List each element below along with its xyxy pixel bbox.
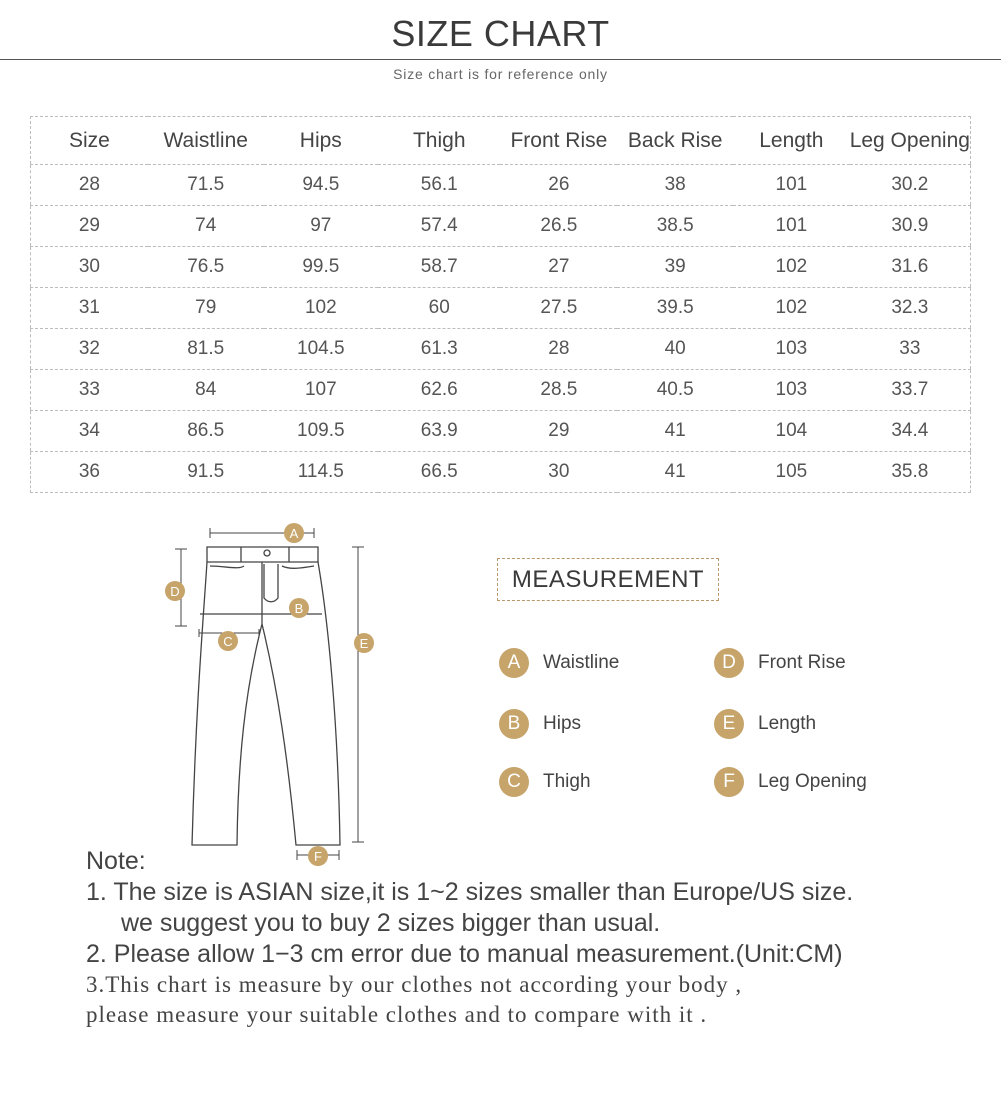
legend-label: Leg Opening [758, 771, 867, 792]
column-header: Thigh [412, 128, 466, 152]
table-cell: 81.5 [187, 338, 225, 359]
notes-section [86, 846, 986, 1030]
table-cell: 84 [195, 379, 217, 400]
letter-f-icon: F [714, 767, 744, 797]
table-cell: 30 [548, 461, 570, 482]
legend-label: Waistline [543, 652, 620, 673]
table-cell: 41 [664, 461, 686, 482]
column-header: Leg Opening [849, 128, 970, 152]
table-cell: 61.3 [420, 338, 458, 359]
table-cell: 33 [78, 379, 100, 400]
table-cell: 60 [428, 297, 450, 318]
table-cell: 35.8 [891, 461, 929, 482]
table-cell: 29 [78, 215, 100, 236]
marker-f-label: F [314, 849, 322, 864]
column-header: Length [759, 128, 824, 152]
marker-b [289, 598, 309, 618]
table-cell: 31.6 [891, 256, 929, 277]
table-cell: 34 [78, 420, 100, 441]
note-3: 3.This chart is measure by our clothes not according your body , [86, 972, 743, 997]
table-cell: 103 [775, 338, 808, 359]
table-cell: 103 [775, 379, 808, 400]
table-cell: 39.5 [656, 297, 694, 318]
table-cell: 62.6 [420, 379, 458, 400]
marker-c [218, 631, 238, 651]
table-cell: 39 [664, 256, 686, 277]
legend-label: Front Rise [758, 652, 846, 673]
measurement-heading: MEASUREMENT [497, 558, 719, 601]
marker-d [165, 581, 185, 601]
column-header: Waistline [163, 128, 248, 152]
table-cell: 36 [78, 461, 100, 482]
table-cell: 107 [304, 379, 337, 400]
table-cell: 86.5 [187, 420, 225, 441]
table-cell: 91.5 [187, 461, 225, 482]
table-cell: 105 [775, 461, 808, 482]
table-cell: 30 [78, 256, 100, 277]
note-3-continued: please measure your suitable clothes and to compare with it . [86, 1002, 708, 1027]
marker-a [284, 523, 304, 543]
pants-outline-icon [192, 547, 340, 845]
column-header: Size [69, 128, 110, 152]
table-cell: 94.5 [302, 174, 340, 195]
table-cell: 109.5 [297, 420, 345, 441]
marker-d-label: D [170, 584, 180, 599]
table-cell: 63.9 [420, 420, 458, 441]
table-cell: 27.5 [540, 297, 578, 318]
table-cell: 28.5 [540, 379, 578, 400]
table-cell: 102 [304, 297, 337, 318]
marker-a-label: A [289, 526, 299, 541]
note-2: 2. Please allow 1−3 cm error due to manual measurement.(Unit:CM) [86, 940, 843, 968]
table-cell: 104.5 [297, 338, 345, 359]
table-cell: 76.5 [187, 256, 225, 277]
table-cell: 32 [78, 338, 100, 359]
table-cell: 101 [775, 174, 808, 195]
legend-label: Thigh [543, 771, 591, 792]
table-cell: 56.1 [420, 174, 458, 195]
table-cell: 114.5 [297, 461, 344, 482]
table-cell: 38.5 [656, 215, 694, 236]
table-cell: 32.3 [891, 297, 929, 318]
legend-label: Hips [543, 713, 582, 734]
letter-c-icon: C [499, 767, 529, 797]
column-header: Front Rise [510, 128, 608, 152]
table-cell: 29 [548, 420, 570, 441]
table-cell: 30.2 [891, 174, 929, 195]
dimension-lines [175, 528, 364, 860]
column-header: Hips [299, 128, 342, 152]
marker-e [354, 633, 374, 653]
table-cell: 57.4 [420, 215, 458, 236]
table-cell: 66.5 [420, 461, 458, 482]
table-cell: 41 [664, 420, 686, 441]
table-cell: 97 [310, 215, 332, 236]
letter-d-icon: D [714, 648, 744, 678]
note-1: 1. The size is ASIAN size,it is 1~2 sizes smaller than Europe/US size. [86, 878, 854, 906]
table-cell: 58.7 [420, 256, 458, 277]
table-cell: 102 [775, 297, 808, 318]
table-cell: 74 [195, 215, 217, 236]
table-cell: 33 [899, 338, 921, 359]
letter-e-icon: E [714, 709, 744, 739]
table-cell: 26.5 [540, 215, 578, 236]
table-cell: 30.9 [891, 215, 929, 236]
table-cell: 38 [664, 174, 686, 195]
table-cell: 101 [775, 215, 808, 236]
table-cell: 40.5 [656, 379, 694, 400]
marker-e-label: E [359, 636, 369, 651]
table-cell: 31 [78, 297, 100, 318]
letter-b-icon: B [499, 709, 529, 739]
column-header: Back Rise [627, 128, 723, 152]
table-cell: 99.5 [302, 256, 340, 277]
table-cell: 27 [548, 256, 570, 277]
table-cell: 79 [195, 297, 217, 318]
marker-c-label: C [223, 634, 233, 649]
notes-heading: Note: [86, 847, 146, 875]
table-cell: 102 [775, 256, 808, 277]
table-cell: 34.4 [891, 420, 929, 441]
note-1-continued: we suggest you to buy 2 sizes bigger than usual. [121, 909, 661, 937]
page-title: SIZE CHART [391, 13, 610, 54]
table-cell: 71.5 [187, 174, 225, 195]
table-cell: 40 [664, 338, 686, 359]
table-cell: 26 [548, 174, 570, 195]
legend-label: Length [758, 713, 817, 734]
marker-b-label: B [294, 601, 304, 616]
table-cell: 104 [775, 420, 808, 441]
page-subtitle: Size chart is for reference only [393, 66, 608, 82]
table-cell: 28 [78, 174, 100, 195]
table-cell: 28 [548, 338, 570, 359]
letter-a-icon: A [499, 648, 529, 678]
table-cell: 33.7 [891, 379, 929, 400]
